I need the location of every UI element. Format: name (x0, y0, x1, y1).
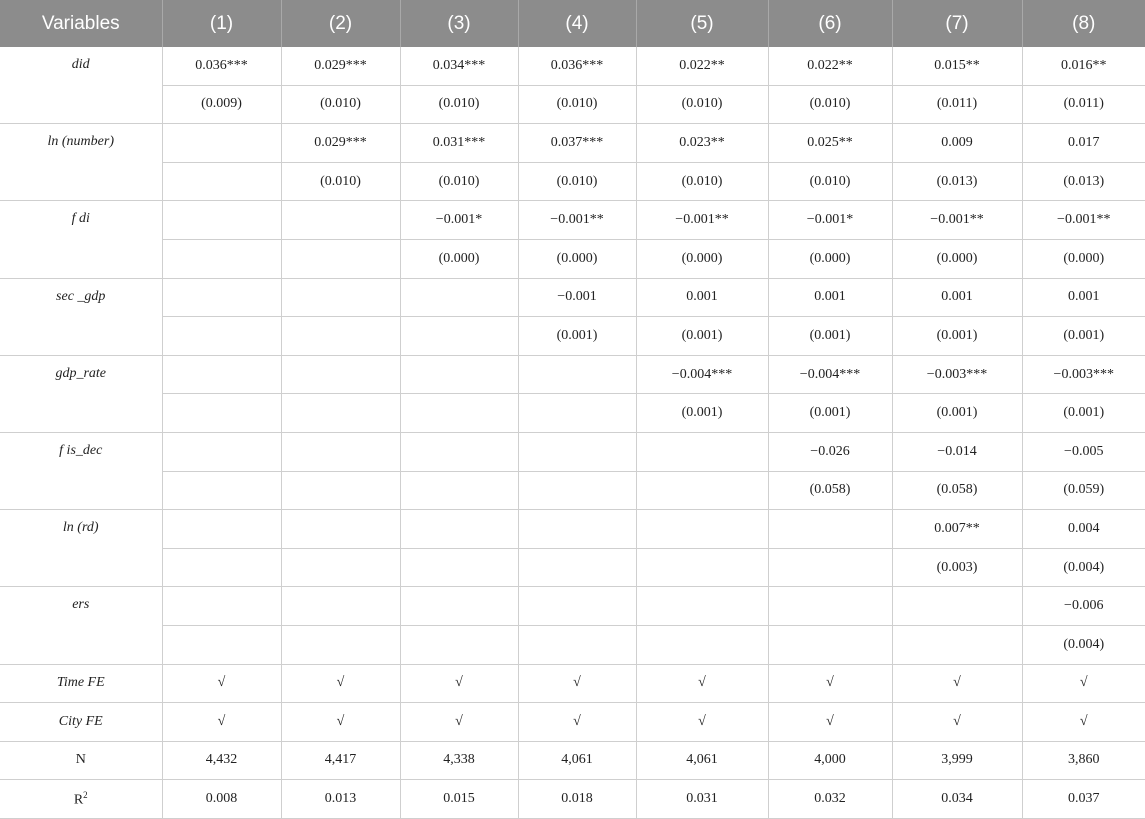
se-cell: (0.000) (400, 239, 518, 278)
checkmark-cell: √ (892, 703, 1022, 742)
coef-cell (400, 355, 518, 394)
coef-cell: 0.036*** (518, 47, 636, 85)
se-cell: (0.013) (892, 162, 1022, 201)
stat-cell: 4,061 (518, 741, 636, 780)
table-row-coef (0, 510, 1145, 549)
stat-cell: 4,338 (400, 741, 518, 780)
se-cell: (0.004) (1022, 548, 1145, 587)
se-cell: (0.010) (281, 162, 400, 201)
checkmark-cell: √ (162, 703, 281, 742)
checkmark-cell: √ (400, 703, 518, 742)
coef-cell (162, 278, 281, 317)
coef-cell (281, 587, 400, 626)
coef-cell: −0.004*** (636, 355, 768, 394)
coef-cell: −0.003*** (892, 355, 1022, 394)
table-row-coef (0, 355, 1145, 394)
table-row-se (0, 471, 1145, 510)
se-cell: (0.001) (518, 317, 636, 356)
se-cell (400, 394, 518, 433)
table-row-se (0, 548, 1145, 587)
table-row-coef (0, 278, 1145, 317)
stat-cell: 0.008 (162, 780, 281, 819)
se-cell: (0.004) (1022, 625, 1145, 664)
stat-cell: 4,061 (636, 741, 768, 780)
se-cell (892, 625, 1022, 664)
stat-cell: 3,999 (892, 741, 1022, 780)
se-cell: (0.001) (636, 394, 768, 433)
table-row-coef (0, 587, 1145, 626)
coef-cell: −0.001** (518, 201, 636, 240)
coef-cell (281, 201, 400, 240)
header-model-2: (2) (281, 0, 400, 47)
coef-cell (400, 278, 518, 317)
coef-cell: 0.022** (768, 47, 892, 85)
se-cell (162, 317, 281, 356)
coef-cell: 0.029*** (281, 124, 400, 163)
stat-cell: 4,417 (281, 741, 400, 780)
se-cell: (0.058) (768, 471, 892, 510)
checkmark-cell: √ (1022, 664, 1145, 703)
coef-cell: 0.037*** (518, 124, 636, 163)
coef-cell: −0.001** (1022, 201, 1145, 240)
table-body (0, 47, 1145, 818)
coef-cell (162, 355, 281, 394)
coef-cell: 0.001 (1022, 278, 1145, 317)
header-row (0, 0, 1145, 47)
se-cell: (0.010) (768, 162, 892, 201)
checkmark-cell: √ (281, 664, 400, 703)
table-row-se (0, 85, 1145, 124)
checkmark-cell: √ (281, 703, 400, 742)
se-cell (162, 471, 281, 510)
se-cell: (0.000) (892, 239, 1022, 278)
table-row-se (0, 317, 1145, 356)
coef-cell: 0.036*** (162, 47, 281, 85)
se-cell: (0.011) (1022, 85, 1145, 124)
coef-cell: −0.004*** (768, 355, 892, 394)
coef-cell (400, 432, 518, 471)
coef-cell (400, 587, 518, 626)
checkmark-cell: √ (892, 664, 1022, 703)
coef-cell: 0.007** (892, 510, 1022, 549)
se-cell (636, 625, 768, 664)
stat-cell: 0.013 (281, 780, 400, 819)
se-cell (518, 471, 636, 510)
coef-cell (162, 510, 281, 549)
coef-cell: 0.015** (892, 47, 1022, 85)
coef-cell: 0.004 (1022, 510, 1145, 549)
se-cell (518, 548, 636, 587)
table-row-se (0, 625, 1145, 664)
se-cell: (0.001) (768, 317, 892, 356)
table-header (0, 0, 1145, 47)
table-row-coef (0, 124, 1145, 163)
se-cell (281, 239, 400, 278)
coef-cell: −0.026 (768, 432, 892, 471)
coef-cell: −0.014 (892, 432, 1022, 471)
checkmark-cell: √ (1022, 703, 1145, 742)
header-model-1: (1) (162, 0, 281, 47)
se-cell (281, 625, 400, 664)
se-cell: (0.000) (518, 239, 636, 278)
se-cell (768, 625, 892, 664)
header-model-3: (3) (400, 0, 518, 47)
coef-cell: 0.023** (636, 124, 768, 163)
checkmark-cell: √ (768, 703, 892, 742)
se-cell (162, 548, 281, 587)
variable-name: gdp_rate (0, 355, 162, 432)
table-row-se (0, 162, 1145, 201)
header-model-4: (4) (518, 0, 636, 47)
coef-cell (518, 510, 636, 549)
coef-cell: 0.034*** (400, 47, 518, 85)
header-model-7: (7) (892, 0, 1022, 47)
coef-cell (636, 510, 768, 549)
variable-name: ers (0, 587, 162, 664)
stat-cell: 0.034 (892, 780, 1022, 819)
se-cell: (0.011) (892, 85, 1022, 124)
se-cell (281, 394, 400, 433)
coef-cell (518, 432, 636, 471)
se-cell (162, 162, 281, 201)
se-cell (162, 394, 281, 433)
coef-cell (768, 510, 892, 549)
se-cell: (0.001) (892, 394, 1022, 433)
coef-cell: −0.005 (1022, 432, 1145, 471)
coef-cell: −0.001* (400, 201, 518, 240)
se-cell (636, 471, 768, 510)
se-cell (768, 548, 892, 587)
se-cell: (0.010) (518, 162, 636, 201)
stat-cell: 0.018 (518, 780, 636, 819)
stat-superscript: 2 (83, 789, 88, 800)
coef-cell (162, 201, 281, 240)
table-row-coef (0, 432, 1145, 471)
stat-label: R (73, 792, 84, 808)
variable-name: f di (0, 201, 162, 278)
se-cell (400, 471, 518, 510)
coef-cell: 0.017 (1022, 124, 1145, 163)
control-name: Time FE (0, 664, 162, 703)
stat-name (0, 741, 162, 780)
se-cell: (0.010) (400, 162, 518, 201)
coef-cell (162, 587, 281, 626)
coef-cell: 0.001 (636, 278, 768, 317)
se-cell: (0.001) (892, 317, 1022, 356)
header-variables: Variables (0, 0, 162, 47)
coef-cell (281, 355, 400, 394)
checkmark-cell: √ (400, 664, 518, 703)
stat-label: N (75, 752, 86, 768)
coef-cell: 0.016** (1022, 47, 1145, 85)
se-cell: (0.001) (1022, 394, 1145, 433)
se-cell (162, 625, 281, 664)
se-cell: (0.000) (768, 239, 892, 278)
se-cell (518, 394, 636, 433)
coef-cell: 0.001 (892, 278, 1022, 317)
checkmark-cell: √ (768, 664, 892, 703)
coef-cell: −0.001** (636, 201, 768, 240)
stat-name (0, 780, 162, 819)
variable-name: sec _gdp (0, 278, 162, 355)
stat-cell: 4,000 (768, 741, 892, 780)
variable-name: f is_dec (0, 432, 162, 509)
se-cell: (0.013) (1022, 162, 1145, 201)
se-cell: (0.010) (768, 85, 892, 124)
se-cell: (0.003) (892, 548, 1022, 587)
coef-cell (281, 278, 400, 317)
coef-cell: 0.009 (892, 124, 1022, 163)
se-cell (400, 548, 518, 587)
coef-cell (892, 587, 1022, 626)
se-cell: (0.010) (636, 162, 768, 201)
coef-cell: 0.025** (768, 124, 892, 163)
variable-name: ln (number) (0, 124, 162, 201)
coef-cell: −0.003*** (1022, 355, 1145, 394)
coef-cell (400, 510, 518, 549)
coef-cell (518, 587, 636, 626)
se-cell: (0.001) (636, 317, 768, 356)
coef-cell (636, 432, 768, 471)
coef-cell: −0.001* (768, 201, 892, 240)
coef-cell (281, 432, 400, 471)
table-row-stat (0, 780, 1145, 819)
checkmark-cell: √ (636, 664, 768, 703)
se-cell: (0.059) (1022, 471, 1145, 510)
table-row-coef (0, 201, 1145, 240)
stat-cell: 0.031 (636, 780, 768, 819)
se-cell (162, 239, 281, 278)
coef-cell: 0.022** (636, 47, 768, 85)
se-cell (400, 317, 518, 356)
stat-cell: 0.032 (768, 780, 892, 819)
table-row-control (0, 664, 1145, 703)
se-cell (518, 625, 636, 664)
se-cell (281, 471, 400, 510)
header-model-6: (6) (768, 0, 892, 47)
se-cell: (0.010) (636, 85, 768, 124)
stat-cell: 0.015 (400, 780, 518, 819)
se-cell: (0.000) (636, 239, 768, 278)
table-row-stat (0, 741, 1145, 780)
checkmark-cell: √ (162, 664, 281, 703)
se-cell: (0.058) (892, 471, 1022, 510)
se-cell: (0.009) (162, 85, 281, 124)
coef-cell: −0.001** (892, 201, 1022, 240)
coef-cell (518, 355, 636, 394)
checkmark-cell: √ (636, 703, 768, 742)
coef-cell: −0.001 (518, 278, 636, 317)
header-model-8: (8) (1022, 0, 1145, 47)
se-cell: (0.010) (281, 85, 400, 124)
se-cell (400, 625, 518, 664)
header-model-5: (5) (636, 0, 768, 47)
control-name: City FE (0, 703, 162, 742)
stat-cell: 3,860 (1022, 741, 1145, 780)
variable-name: ln (rd) (0, 510, 162, 587)
coef-cell (636, 587, 768, 626)
coef-cell (162, 432, 281, 471)
table-row-control (0, 703, 1145, 742)
checkmark-cell: √ (518, 703, 636, 742)
se-cell: (0.001) (1022, 317, 1145, 356)
table-row-se (0, 239, 1145, 278)
variable-name: did (0, 47, 162, 124)
se-cell: (0.001) (768, 394, 892, 433)
coef-cell: 0.001 (768, 278, 892, 317)
se-cell (281, 317, 400, 356)
se-cell (281, 548, 400, 587)
coef-cell: −0.006 (1022, 587, 1145, 626)
se-cell (636, 548, 768, 587)
coef-cell (768, 587, 892, 626)
table-row-se (0, 394, 1145, 433)
stat-cell: 0.037 (1022, 780, 1145, 819)
table-row-coef (0, 47, 1145, 85)
se-cell: (0.010) (400, 85, 518, 124)
coef-cell: 0.031*** (400, 124, 518, 163)
coef-cell: 0.029*** (281, 47, 400, 85)
coef-cell (281, 510, 400, 549)
coef-cell (162, 124, 281, 163)
se-cell: (0.000) (1022, 239, 1145, 278)
se-cell: (0.010) (518, 85, 636, 124)
checkmark-cell: √ (518, 664, 636, 703)
stat-cell: 4,432 (162, 741, 281, 780)
